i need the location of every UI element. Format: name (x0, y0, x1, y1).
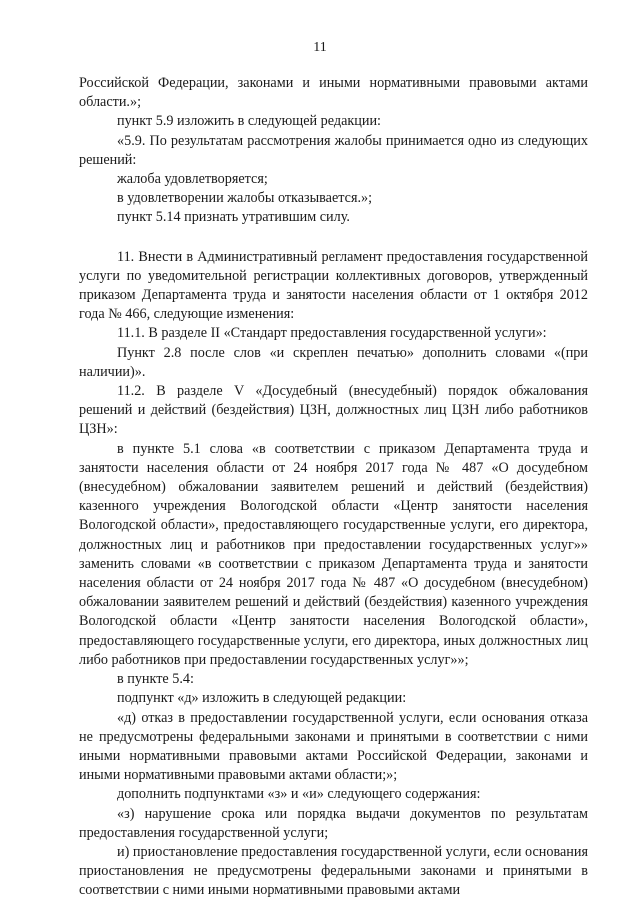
section-heading-paragraph: 11. Внести в Административный регламент предоставления государственной услуги по уведомительной регистрации коллективных договоров, утвержденный приказом Департамента труда и занятости населения области от 1 октября 2012 года № 466, следующие изменения: (79, 248, 588, 323)
paragraph: «з) нарушение срока или порядка выдачи документов по результатам предоставления государственной услуги; (79, 805, 588, 841)
paragraph: в удовлетворении жалобы отказывается.»; (117, 190, 373, 207)
paragraph: в пункте 5.4: (117, 671, 194, 688)
paragraph: подпункт «д» изложить в следующей редакции: (117, 690, 407, 707)
paragraph: и) приостановление предоставления государственной услуги, если основания приостановления не предусмотрены федеральными законами и принятыми в соответствии с ними иными нормативными правовыми актами (79, 843, 588, 899)
paragraph: 11.1. В разделе II «Стандарт предоставления государственной услуги»: (117, 325, 547, 342)
paragraph: дополнить подпунктами «з» и «и» следующего содержания: (117, 786, 481, 803)
paragraph: жалоба удовлетворяется; (117, 171, 268, 188)
document-body (79, 74, 588, 901)
paragraph: пункт 5.14 признать утратившим силу. (117, 209, 350, 226)
paragraph: пункт 5.9 изложить в следующей редакции: (117, 113, 381, 130)
page-number: 11 (313, 40, 327, 55)
paragraph: в пункте 5.1 слова «в соответствии с приказом Департамента труда и занятости населения области от 24 ноября 2017 года № 487 «О досудебном (внесудебном) обжаловании заявителем решений и действий (бездействия) казенного учреждения Вологодской области «Центр занятости населения Вологодской области», предоставляющего государственные услуги, его директора, должностных лиц и работников при предоставлении государственных услуг»» заменить словами «в соответствии с приказом Департамента труда и занятости населения области от 24 ноября 2017 года № 487 «О досудебном (внесудебном) обжаловании заявителем решений и действий (бездействия) казенного учреждения Вологодской области «Центр занятости населения Вологодской области», предоставляющего государственные услуги, его директора, иных должностных лиц либо работников при предоставлении государственных услуг»»; (79, 440, 588, 668)
paragraph-spacer (79, 228, 588, 248)
paragraph: Российской Федерации, законами и иными нормативными правовыми актами области.»; (79, 75, 588, 111)
paragraph: Пункт 2.8 после слов «и скреплен печатью» дополнить словами «(при наличии)». (79, 344, 588, 380)
paragraph: «5.9. По результатам рассмотрения жалобы принимается одно из следующих решений: (79, 132, 588, 168)
paragraph: «д) отказ в предоставлении государственной услуги, если основания отказа не предусмотрены федеральными законами и принятыми в соответствии с ними иными нормативными правовыми актами Российской Федерации, законами и иными нормативными правовыми актами области;»; (79, 709, 588, 784)
paragraph: 11.2. В разделе V «Досудебный (внесудебный) порядок обжалования решений и действий (бездействия) ЦЗН, должностных лиц ЦЗН либо работников ЦЗН»: (79, 383, 588, 438)
